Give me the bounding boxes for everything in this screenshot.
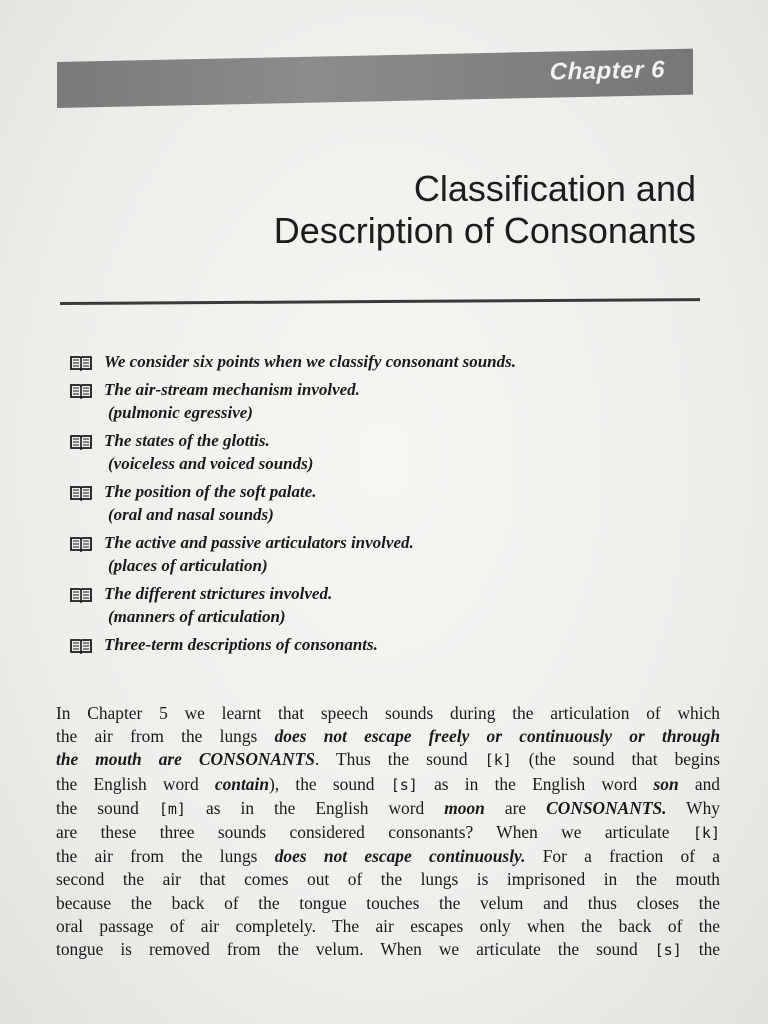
point-subtext: (pulmonic egressive): [108, 403, 253, 422]
chapter-banner: [57, 49, 693, 108]
book-icon: [70, 535, 92, 551]
book-icon: [70, 354, 92, 370]
chapter-points-list: [70, 350, 710, 661]
point-text: The different strictures involved.: [104, 584, 333, 603]
point-subtext: (manners of articulation): [108, 607, 286, 626]
point-text: The active and passive articulators involved.: [104, 533, 414, 552]
body-line: the sound [m] as in the English word moon are CONSONANTS. Why: [56, 797, 720, 818]
body-paragraph: [56, 702, 720, 962]
chapter-point: [70, 531, 710, 577]
chapter-title: [274, 168, 696, 252]
chapter-point: [70, 350, 710, 373]
point-text: The air-stream mechanism involved.: [104, 380, 360, 399]
book-icon: [70, 484, 92, 500]
title-line-2: Description of Consonants: [273, 210, 696, 251]
chapter-point: [70, 429, 710, 475]
chapter-label: Chapter 6: [549, 56, 665, 86]
point-text: The position of the soft palate.: [104, 482, 317, 501]
point-text: The states of the glottis.: [104, 431, 270, 450]
point-subtext: (voiceless and voiced sounds): [108, 454, 314, 473]
body-line: the English word contain), the sound [s] as in the English word son and: [56, 773, 720, 794]
body-line: tongue is removed from the velum. When we articulate the sound [s] the: [56, 939, 720, 960]
book-icon: [70, 433, 92, 449]
body-line: In Chapter 5 we learnt that speech sounds during the articulation of which: [56, 703, 720, 723]
chapter-point: [70, 378, 710, 424]
title-line-1: Classification and: [413, 168, 696, 209]
point-text: Three-term descriptions of consonants.: [104, 635, 378, 654]
point-subtext: (places of articulation): [108, 556, 268, 575]
point-subtext: (oral and nasal sounds): [108, 505, 274, 524]
title-divider: [60, 298, 700, 305]
chapter-point: [70, 480, 710, 526]
body-line: oral passage of air completely. The air escapes only when the back of the: [56, 915, 720, 936]
body-line: the air from the lungs does not escape continuously. For a fraction of a: [56, 846, 721, 867]
body-line: the air from the lungs does not escape freely or continuously or through: [56, 726, 721, 747]
book-icon: [70, 637, 92, 653]
body-line: are these three sounds considered consonants? When we articulate [k]: [56, 822, 720, 843]
body-line: second the air that comes out of the lungs is imprisoned in the mouth: [56, 869, 720, 890]
point-text: We consider six points when we classify consonant sounds.: [104, 352, 517, 371]
chapter-point: [70, 633, 710, 656]
body-line: the mouth are CONSONANTS. Thus the sound [k] (the sound that begins: [56, 749, 720, 770]
book-icon: [70, 586, 92, 602]
body-line: because the back of the tongue touches the velum and thus closes the: [56, 892, 720, 913]
book-icon: [70, 382, 92, 398]
chapter-point: [70, 582, 710, 628]
